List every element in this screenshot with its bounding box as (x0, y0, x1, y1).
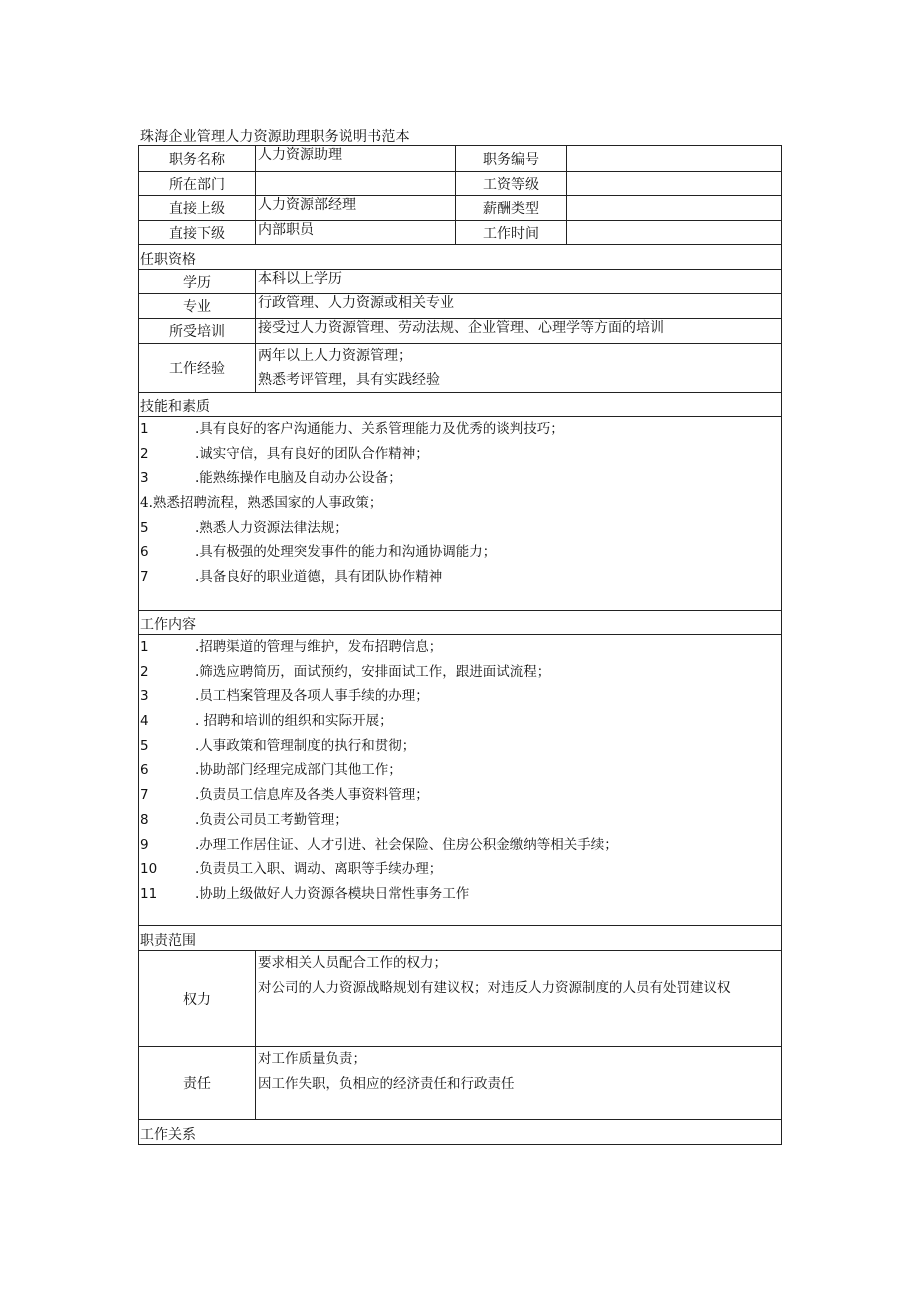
list-item-text: .熟悉人力资源法律法规； (195, 519, 348, 536)
list-item-number: 7 (140, 569, 149, 586)
training-value: 接受过人力资源管理、劳动法规、企业管理、心理学等方面的培训 (256, 319, 782, 344)
row-department (139, 172, 782, 196)
list-item-number: 6 (140, 762, 149, 779)
list-item-number: 6 (140, 544, 149, 561)
authority-line-2: 对公司的人力资源战略规划有建议权；对违反人力资源制度的人员有处罚建议权 (258, 979, 731, 996)
position-code-value (567, 146, 782, 172)
relations-heading: 工作关系 (139, 1120, 782, 1145)
pay-grade-value (567, 172, 782, 196)
major-value: 行政管理、人力资源或相关专业 (256, 294, 782, 319)
list-item (139, 635, 781, 660)
row-major (139, 294, 782, 319)
list-item (139, 442, 781, 467)
education-value: 本科以上学历 (256, 270, 782, 294)
list-item-text: .具有极强的处理突发事件的能力和沟通协调能力； (195, 544, 497, 561)
list-item-number: 9 (140, 836, 149, 853)
list-item-text: .能熟练操作电脑及自动办公设备； (195, 470, 402, 487)
list-item-number: 5 (140, 737, 149, 754)
responsibility-line-1: 对工作质量负责； (258, 1051, 366, 1067)
subordinate-label: 直接下级 (139, 221, 256, 245)
salary-type-label: 薪酬类型 (456, 196, 567, 221)
list-item-text: .负责员工信息库及各类人事资料管理； (195, 787, 429, 804)
list-item-number: 1 (140, 421, 149, 437)
list-item (139, 783, 781, 808)
document-title: 珠海企业管理人力资源助理职务说明书范本 (140, 129, 410, 145)
superior-label: 直接上级 (139, 196, 256, 221)
list-item (139, 684, 781, 709)
list-item-text: .协助上级做好人力资源各模块日常性事务工作 (195, 885, 470, 902)
list-item (139, 516, 781, 541)
experience-line-1: 两年以上人力资源管理； (258, 348, 412, 364)
duties-list (139, 635, 782, 926)
list-item-text: .负责员工入职、调动、离职等手续办理； (195, 861, 443, 878)
row-relations-heading (139, 1120, 782, 1145)
authority-label: 权力 (139, 951, 256, 1047)
department-label: 所在部门 (139, 172, 256, 196)
list-item (139, 758, 781, 783)
authority-value (256, 951, 782, 1047)
list-item-text: 4.熟悉招聘流程，熟悉国家的人事政策； (140, 495, 383, 512)
row-skills-list (139, 417, 782, 611)
experience-line-2: 熟悉考评管理，具有实践经验 (258, 372, 440, 388)
list-item (139, 709, 781, 734)
salary-type-value (567, 196, 782, 221)
duties-heading: 工作内容 (139, 611, 782, 635)
training-label: 所受培训 (139, 319, 256, 344)
row-position-name (139, 146, 782, 172)
work-time-value (567, 221, 782, 245)
responsibility-label: 责任 (139, 1047, 256, 1120)
list-item (139, 857, 781, 882)
row-scope-heading (139, 926, 782, 951)
department-value (256, 172, 456, 196)
list-item-text: .筛选应聘简历，面试预约，安排面试工作，跟进面试流程； (195, 663, 551, 680)
list-item (139, 540, 781, 565)
pay-grade-label: 工资等级 (456, 172, 567, 196)
row-training (139, 319, 782, 344)
list-item-number: 2 (140, 663, 149, 680)
list-item-text: .人事政策和管理制度的执行和贯彻； (195, 737, 416, 754)
row-superior (139, 196, 782, 221)
list-item (139, 833, 781, 858)
work-time-label: 工作时间 (456, 221, 567, 245)
list-item (139, 466, 781, 491)
list-item (139, 734, 781, 759)
list-item (139, 660, 781, 685)
subordinate-value: 内部职员 (256, 221, 456, 245)
list-item-text: .具备良好的职业道德，具有团队协作精神 (195, 569, 443, 586)
row-education (139, 270, 782, 294)
list-item (139, 565, 781, 590)
list-item-text: .诚实守信，具有良好的团队合作精神； (195, 445, 429, 462)
row-qualifications-heading (139, 245, 782, 270)
list-item (139, 491, 781, 516)
position-name-value: 人力资源助理 (256, 146, 456, 172)
row-authority (139, 951, 782, 1047)
position-code-label: 职务编号 (456, 146, 567, 172)
list-item-text: . 招聘和培训的组织和实际开展； (195, 713, 393, 730)
list-item-text: .员工档案管理及各项人事手续的办理； (195, 688, 429, 705)
list-item-number: 5 (140, 519, 149, 536)
education-label: 学历 (139, 270, 256, 294)
list-item (139, 417, 781, 442)
list-item-text: .办理工作居住证、人才引进、社会保险、住房公积金缴纳等相关手续； (195, 836, 618, 853)
responsibility-value (256, 1047, 782, 1120)
job-description-table (138, 145, 782, 1145)
list-item-number: 2 (140, 445, 149, 462)
list-item-text: .具有良好的客户沟通能力、关系管理能力及优秀的谈判技巧； (195, 421, 564, 437)
list-item-text: .协助部门经理完成部门其他工作； (195, 762, 402, 779)
list-item-number: 8 (140, 811, 149, 828)
list-item (139, 808, 781, 833)
list-item-number: 1 (140, 639, 149, 655)
row-subordinate (139, 221, 782, 245)
qualifications-heading: 任职资格 (139, 245, 782, 270)
row-responsibility (139, 1047, 782, 1120)
list-item-number: 7 (140, 787, 149, 804)
row-duties-list (139, 635, 782, 926)
list-item-number: 4 (140, 713, 149, 730)
skills-heading: 技能和素质 (139, 393, 782, 417)
list-item-number: 3 (140, 470, 149, 487)
row-experience (139, 344, 782, 393)
skills-list (139, 417, 782, 611)
list-item-text: .招聘渠道的管理与维护，发布招聘信息； (195, 639, 443, 655)
list-item-number: 3 (140, 688, 149, 705)
list-item-number: 11 (140, 885, 158, 902)
experience-label: 工作经验 (139, 344, 256, 393)
superior-value: 人力资源部经理 (256, 196, 456, 221)
row-skills-heading (139, 393, 782, 417)
major-label: 专业 (139, 294, 256, 319)
experience-value (256, 344, 782, 393)
list-item (139, 882, 781, 907)
authority-line-1: 要求相关人员配合工作的权力； (258, 955, 447, 971)
responsibility-line-2: 因工作失职，负相应的经济责任和行政责任 (258, 1075, 515, 1092)
position-name-label: 职务名称 (139, 146, 256, 172)
scope-heading: 职责范围 (139, 926, 782, 951)
list-item-text: .负责公司员工考勤管理； (195, 811, 348, 828)
list-item-number: 10 (140, 861, 158, 878)
row-duties-heading (139, 611, 782, 635)
